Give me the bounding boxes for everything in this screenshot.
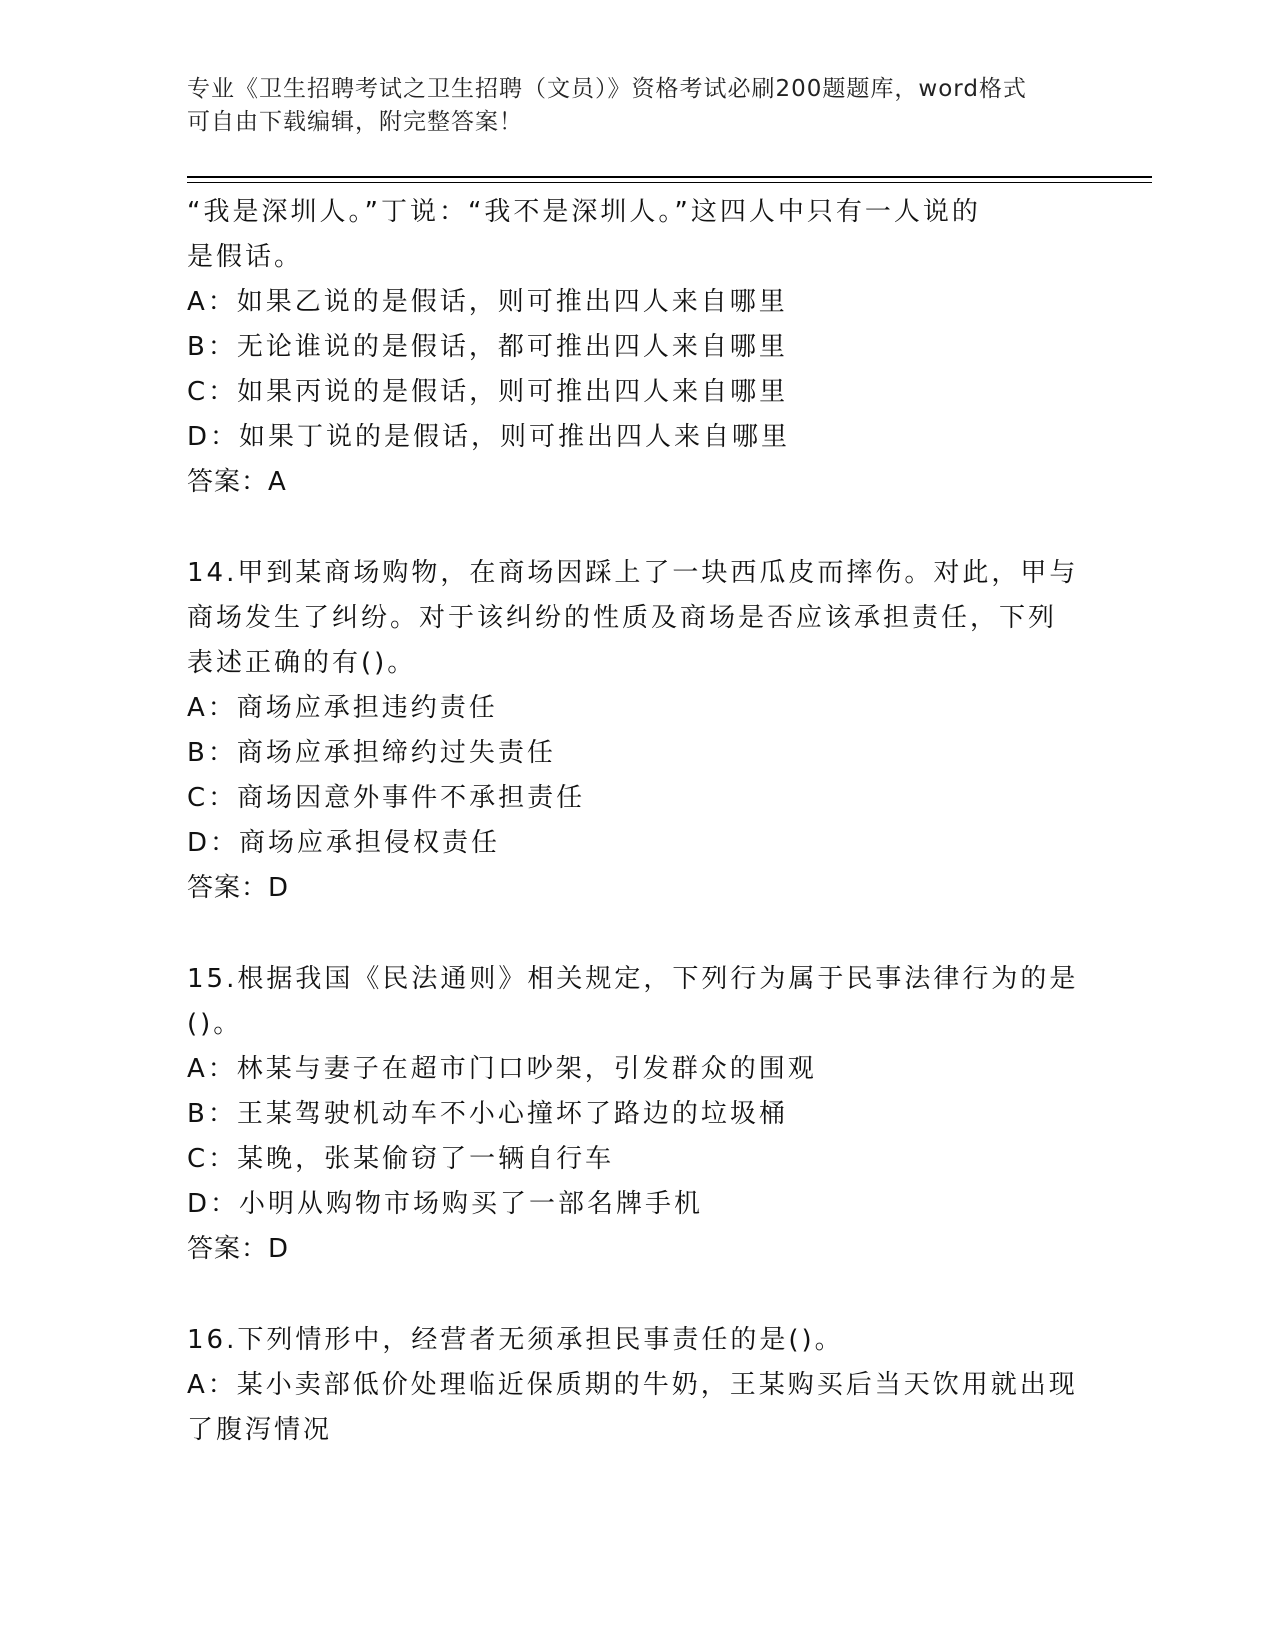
question-16-option-a-line-2: 了腹泻情况	[187, 1415, 333, 1445]
question-15-option-d: D：小明从购物市场购买了一部名牌手机	[187, 1189, 704, 1219]
question-15-option-b: B：王某驾驶机动车不小心撞坏了路边的垃圾桶	[187, 1099, 788, 1129]
question-15-option-a: A：林某与妻子在超市门口吵架，引发群众的围观	[187, 1054, 817, 1084]
question-15	[187, 957, 1087, 1272]
question-14-answer: 答案：D	[187, 873, 290, 903]
question-13-option-b: B：无论谁说的是假话，都可推出四人来自哪里	[187, 332, 788, 362]
question-16	[187, 1318, 1087, 1453]
question-14-stem-line-1: 14.甲到某商场购物，在商场因踩上了一块西瓜皮而摔伤。对此，甲与	[187, 558, 1079, 588]
header-line-1: 专业《卫生招聘考试之卫生招聘（文员）》资格考试必刷200题题库，word格式	[187, 76, 1027, 102]
question-13-stem-line-2: 是假话。	[187, 242, 304, 272]
question-content	[187, 190, 1087, 1453]
document-header	[187, 73, 1087, 139]
question-14-option-a: A：商场应承担违约责任	[187, 693, 498, 723]
question-14-option-d: D：商场应承担侵权责任	[187, 828, 501, 858]
question-spacer	[187, 505, 1087, 551]
header-line-2: 可自由下载编辑，附完整答案！	[187, 109, 523, 135]
question-spacer	[187, 1272, 1087, 1318]
question-15-stem-line-1: 15.根据我国《民法通则》相关规定，下列行为属于民事法律行为的是	[187, 964, 1079, 994]
question-14-option-c: C：商场因意外事件不承担责任	[187, 783, 586, 813]
question-16-option-a-line-1: A：某小卖部低价处理临近保质期的牛奶，王某购买后当天饮用就出现	[187, 1370, 1078, 1400]
header-divider-thick	[187, 176, 1152, 178]
question-14	[187, 551, 1087, 911]
question-spacer	[187, 911, 1087, 957]
question-13-answer: 答案：A	[187, 467, 287, 497]
question-14-option-b: B：商场应承担缔约过失责任	[187, 738, 556, 768]
question-15-answer: 答案：D	[187, 1234, 290, 1264]
question-16-stem-line-1: 16.下列情形中，经营者无须承担民事责任的是()。	[187, 1325, 844, 1355]
question-14-stem-line-3: 表述正确的有()。	[187, 648, 417, 678]
question-15-stem-line-2: ()。	[187, 1009, 243, 1039]
question-15-option-c: C：某晚，张某偷窃了一辆自行车	[187, 1144, 615, 1174]
question-13-stem-line-1: “我是深圳人。”丁说：“我不是深圳人。”这四人中只有一人说的	[187, 197, 981, 227]
question-13-option-c: C：如果丙说的是假话，则可推出四人来自哪里	[187, 377, 789, 407]
question-13	[187, 190, 1087, 505]
question-13-option-d: D：如果丁说的是假话，则可推出四人来自哪里	[187, 422, 791, 452]
header-divider-thin	[187, 182, 1152, 183]
question-13-option-a: A：如果乙说的是假话，则可推出四人来自哪里	[187, 287, 788, 317]
question-14-stem-line-2: 商场发生了纠纷。对于该纠纷的性质及商场是否应该承担责任，下列	[187, 603, 1058, 633]
